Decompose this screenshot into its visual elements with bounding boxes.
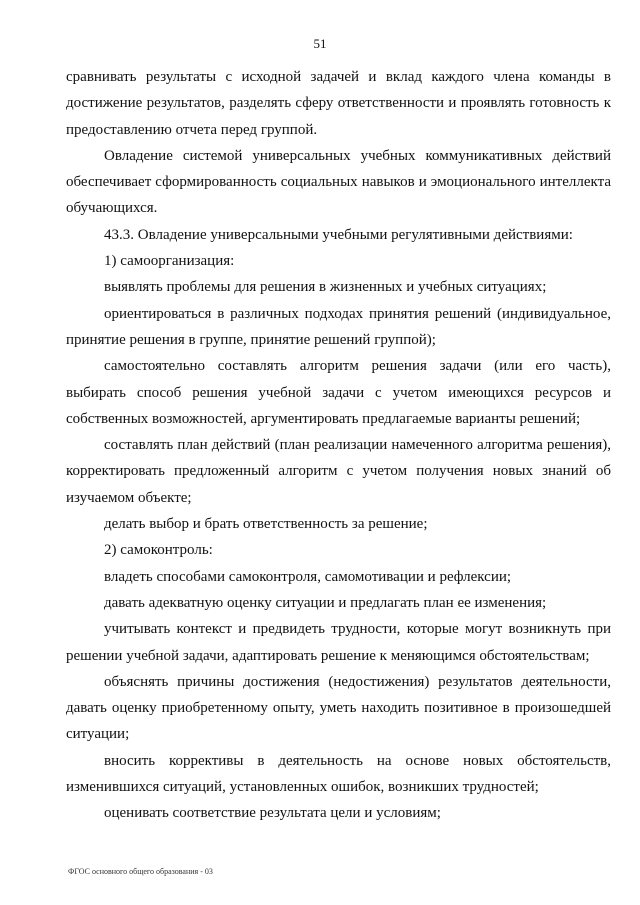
list-item: учитывать контекст и предвидеть трудности, которые могут возникнуть при решении учебной задачи, адаптировать решение к меняющимся обстоятельствам; (66, 621, 611, 664)
subsection-heading: 1) самоорганизация: (104, 253, 235, 270)
paragraph: Овладение системой универсальных учебных коммуникативных действий обеспечивает сформированность социальных навыков и эмоционального интеллекта обучающихся. (66, 147, 611, 217)
list-item: составлять план действий (план реализации намеченного алгоритма решения), корректировать предложенный алгоритм с учетом получения новых знаний об изучаемом объекте; (66, 437, 611, 506)
section-heading: 43.3. Овладение универсальными учебными регулятивными действиями: (104, 226, 573, 243)
list-item: выявлять проблемы для решения в жизненных и учебных ситуациях; (104, 279, 547, 296)
list-item: давать адекватную оценку ситуации и предлагать план ее изменения; (104, 594, 547, 611)
list-item: делать выбор и брать ответственность за решение; (104, 516, 428, 533)
list-item: владеть способами самоконтроля, самомотивации и рефлексии; (104, 568, 512, 585)
paragraph: сравнивать результаты с исходной задачей и вклад каждого члена команды в достижение результатов, разделять сферу ответственности и проявлять готовность к предоставлению отчета перед группой. (66, 69, 611, 138)
page-number: 51 (313, 36, 327, 51)
list-item: вносить коррективы в деятельность на основе новых обстоятельств, изменившихся ситуаций, установленных ошибок, возникших трудностей; (66, 752, 611, 796)
list-item: оценивать соответствие результата цели и условиям; (104, 805, 441, 822)
list-item: самостоятельно составлять алгоритм решения задачи (или его часть), выбирать способ решения учебной задачи с учетом имеющихся ресурсов и собственных возможностей, аргументировать предлагаемые варианты решений; (66, 358, 611, 427)
footer-note: ФГОС основного общего образования - 03 (68, 867, 213, 876)
subsection-heading: 2) самоконтроль: (104, 542, 213, 559)
list-item: объяснять причины достижения (недостижения) результатов деятельности, давать оценку приобретенному опыту, уметь находить позитивное в произошедшей ситуации; (66, 673, 611, 743)
list-item: ориентироваться в различных подходах принятия решений (индивидуальное, принятие решения в группе, принятие решений группой); (66, 305, 611, 348)
document-body (66, 64, 611, 827)
